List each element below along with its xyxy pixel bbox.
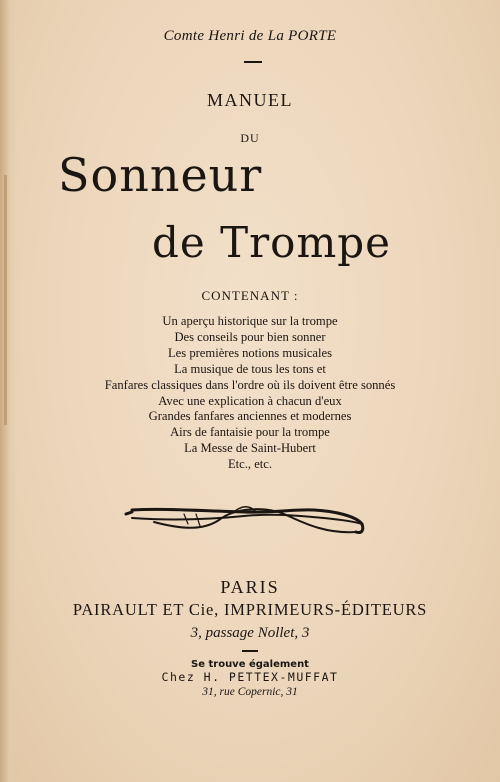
publisher-address: 3, passage Nollet, 3: [190, 625, 310, 641]
contents-heading: CONTENANT :: [201, 288, 299, 303]
contents-list: [0, 314, 500, 473]
hunting-horn-icon: [124, 500, 368, 540]
contents-item: Avec une explication à chacun d'eux: [158, 393, 342, 408]
publisher-name: PAIRAULT ET Cie, IMPRIMEURS-ÉDITEURS: [72, 600, 428, 619]
title-line-du: DU: [240, 131, 260, 145]
also-available-note: Se trouve également: [191, 659, 309, 670]
contents-item: Les premières notions musicales: [167, 345, 333, 360]
contents-item: Grandes fanfares anciennes et modernes: [148, 409, 352, 424]
contents-item: Des conseils pour bien sonner: [174, 329, 326, 344]
title-line-de-trompe: de Trompe: [152, 218, 392, 267]
contents-item: Fanfares classiques dans l'ordre où ils doivent être sonnés: [104, 377, 396, 392]
title-line-sonneur: Sonneur: [58, 148, 263, 202]
contents-item: La musique de tous les tons et: [174, 361, 326, 376]
divider-dash: [244, 61, 262, 63]
contents-item: Un aperçu historique sur la trompe: [162, 314, 338, 328]
seller-address: 31, rue Copernic, 31: [202, 686, 298, 698]
contents-item: Airs de fantaisie pour la trompe: [170, 425, 330, 440]
author-name: Comte Henri de La PORTE: [163, 28, 337, 44]
publication-city: PARIS: [220, 577, 280, 597]
contents-item: Etc., etc.: [227, 457, 273, 472]
divider-dash: [242, 650, 258, 652]
title-line-manuel: MANUEL: [207, 90, 293, 110]
seller-name: Chez H. PETTEX-MUFFAT: [161, 670, 339, 684]
contents-item: La Messe de Saint-Hubert: [184, 441, 316, 456]
